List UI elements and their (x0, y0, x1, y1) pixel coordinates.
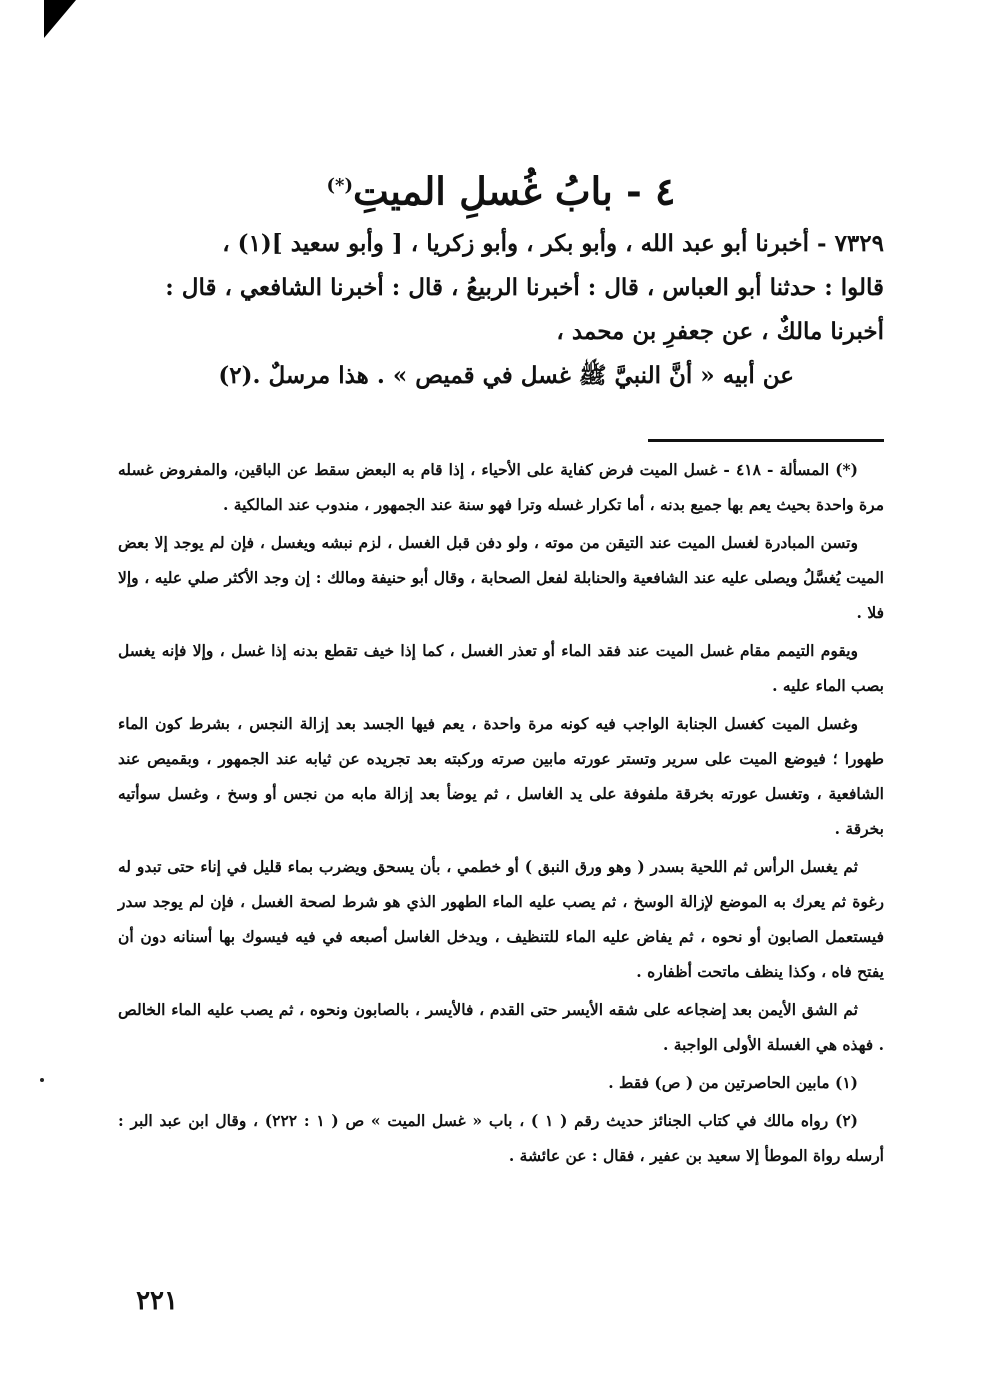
heading-footnote-mark: (*) (326, 175, 353, 196)
hadith-line: ٧٣٢٩ - أخبرنا أبو عبد الله ، وأبو بكر ، وأبو زكريا ، [ وأبو سعيد ](١) ، (222, 230, 884, 257)
hadith-text (118, 222, 884, 398)
hadith-line: عن أبيه « أنَّ النبيَّ ﷺ غسل في قميص » . هذا مرسلٌ .(٢) (218, 362, 794, 389)
page (118, 0, 884, 1384)
note-paragraph: وغسل الميت كغسل الجنابة الواجب فيه كونه مرة واحدة ، يعم فيها الجسد بعد إزالة النجس ، بشرط كون الماء طهورا ؛ فيوضع الميت على سرير وتستر عورته مابين صرته وركبته بعد تجريده عن ثيابه عند الجمهور ، وبقميص عند الشافعية ، وتغسل عورته بخرقة ملفوفة على يد الغاسل ، ثم يوضأ بعد إزالة مابه من نجس أو وسخ ، وغسل سوأتيه بخرقة . (118, 714, 884, 838)
page-number: ٢٢١ (136, 1286, 178, 1316)
hadith-line: قالوا : حدثنا أبو العباس ، قال : أخبرنا الربيعُ ، قال : أخبرنا الشافعي ، قال : (165, 274, 884, 301)
footnote-1: (١) مابين الحاصرتين من ( ص) فقط . (608, 1073, 858, 1092)
footnote-2: (٢) رواه مالك في كتاب الجنائز حديث رقم ( ١ ) ، باب « غسل الميت » ص ( ١ : ٢٢٢) ، وقال ابن عبد البر : أرسله رواة الموطأ إلا سعيد بن عفير ، فقال : عن عائشة . (118, 1111, 884, 1165)
note-paragraph: ويقوم التيمم مقام غسل الميت عند فقد الماء أو تعذر الغسل ، كما إذا خيف تقطع بدنه إذا غسل ، وإلا فإنه يغسل بصب الماء عليه . (118, 641, 884, 695)
note-paragraph: ثم يغسل الرأس ثم اللحية بسدر ( وهو ورق النبق ) أو خطمي ، بأن يسحق ويضرب بماء قليل في إناء حتى تبدو له رغوة ثم يعرك به الموضع لإزالة الوسخ ، ثم يصب عليه الماء الطهور الذي هو شرط لصحة الغسل ، فإن لم يوجد سدر فيستعمل الصابون أو نحوه ، ثم يفاض عليه الماء للتنظيف ، ويدخل الغاسل أصبعه في فيه فيسوك بها أسنانه دون أن يفتح فاه ، وكذا ينظف ماتحت أظفاره . (118, 857, 884, 981)
note-paragraph: ثم الشق الأيمن بعد إضجاعه على شقه الأيسر حتى القدم ، فالأيسر ، بالصابون ونحوه ، ثم يصب عليه الماء الخالص . فهذه هي الغسلة الأولى الواجبة . (118, 1000, 884, 1054)
chapter-heading (118, 160, 884, 218)
footnotes (118, 452, 884, 1176)
chapter-heading-text: ٤ - بابُ غُسلِ الميتِ (352, 168, 676, 214)
footnote-separator (648, 439, 884, 442)
corner-mark (44, 0, 76, 38)
note-paragraph: وتسن المبادرة لغسل الميت عند التيقن من موته ، ولو دفن قبل الغسل ، لزم نبشه ويغسل ، فإن لم يوجد إلا بعض الميت يُغسَّلُ ويصلى عليه عند الشافعية والحنابلة لفعل الصحابة ، وقال أبو حنيفة ومالك : إن وجد الأكثر صلي عليه ، وإلا فلا . (118, 533, 884, 622)
scan-speck (40, 1078, 44, 1082)
hadith-line: أخبرنا مالكٌ ، عن جعفرِ بن محمد ، (556, 318, 884, 345)
note-paragraph: (*) المسألة - ٤١٨ - غسل الميت فرض كفاية على الأحياء ، إذا قام به البعض سقط عن الباقين، والمفروض غسله مرة واحدة بحيث يعم بها جميع بدنه ، أما تكرار غسله وترا فهو سنة عند الجمهور ، مندوب عند المالكية . (118, 460, 884, 514)
